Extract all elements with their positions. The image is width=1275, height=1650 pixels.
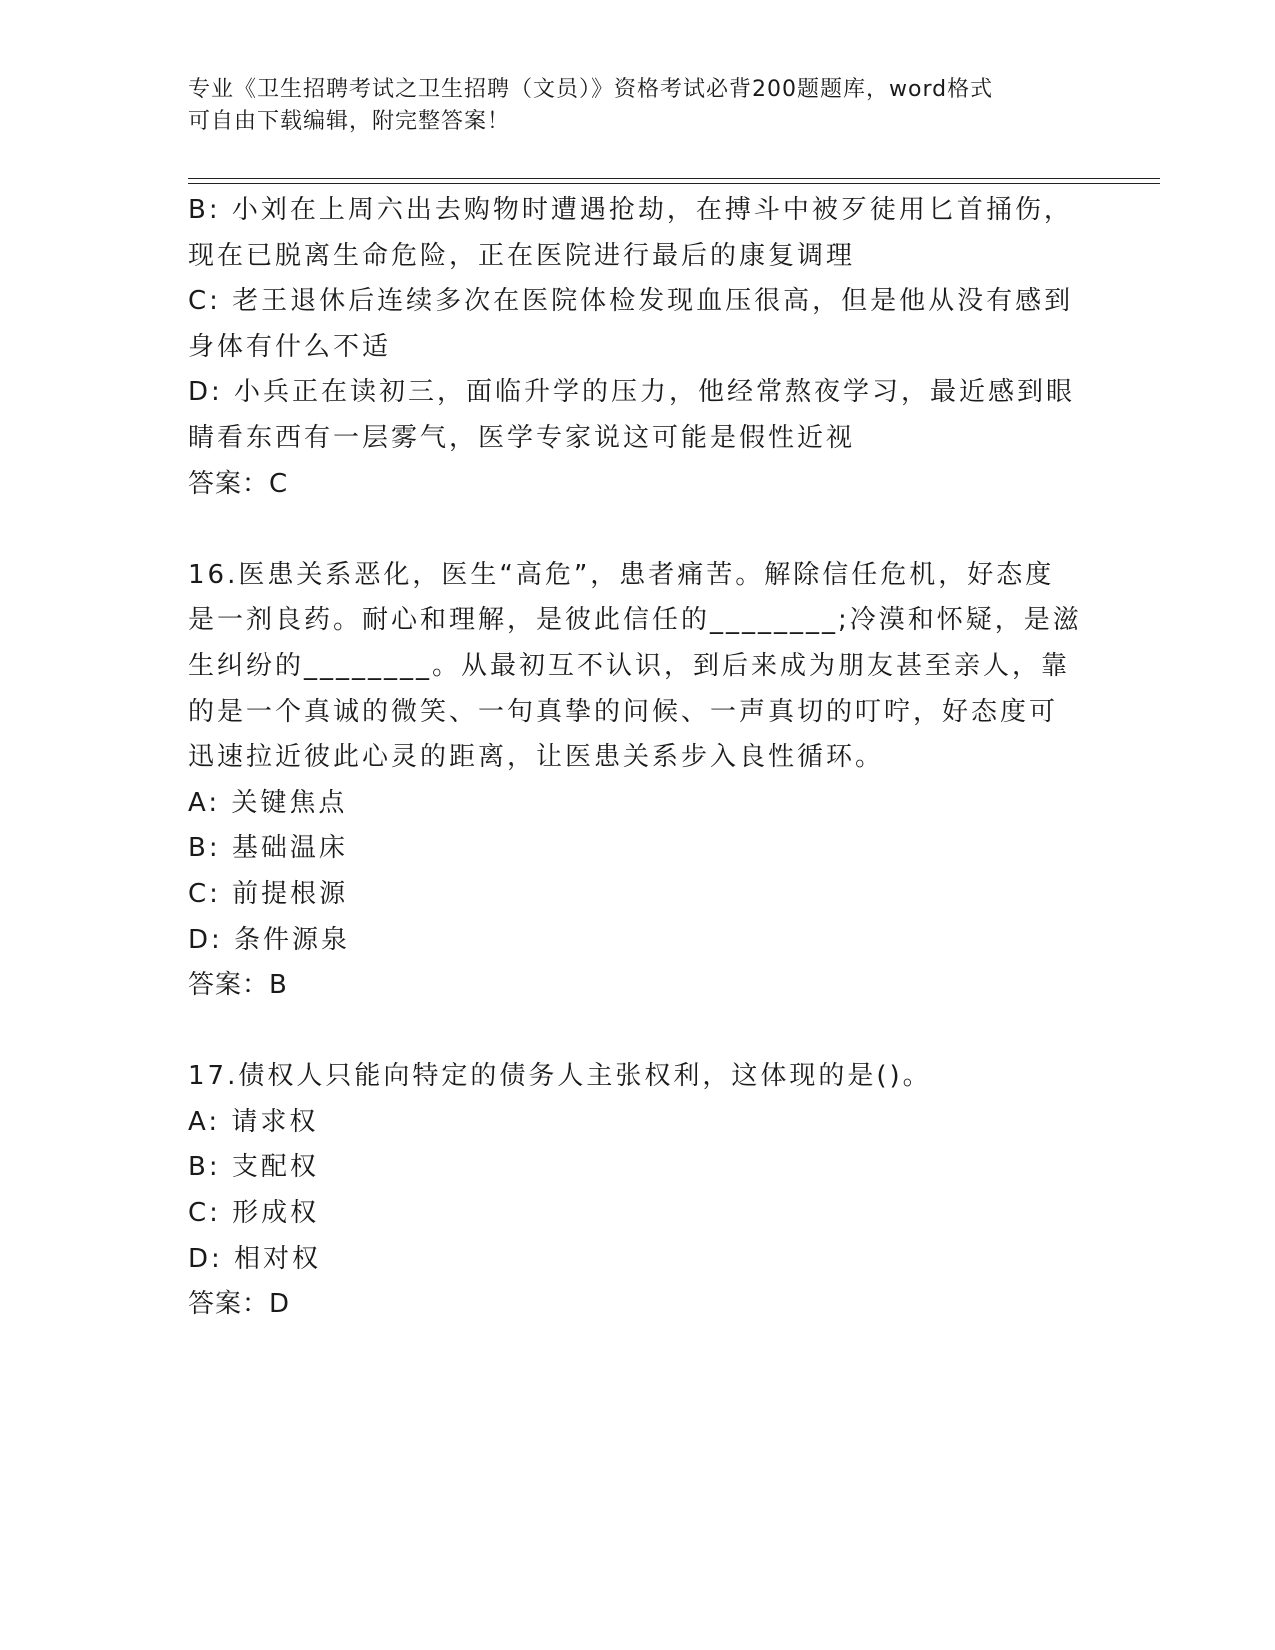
q16-option-c: C: 前提根源: [188, 878, 349, 909]
header-title-line-1: 专业《卫生招聘考试之卫生招聘（文员）》资格考试必背200题题库，word格式: [188, 77, 994, 102]
q16-option-d: D: 条件源泉: [188, 924, 351, 955]
question-list: [188, 188, 1088, 1328]
document-header: [188, 74, 1068, 138]
q16-option-b: B: 基础温床: [188, 833, 348, 864]
spacer: [188, 507, 1088, 553]
q15-option-b-line-2: 现在已脱离生命危险，正在医院进行最后的康复调理: [188, 240, 856, 271]
q17-option-a: A: 请求权: [188, 1106, 319, 1137]
q15-option-c-line-1: C: 老王退休后连续多次在医院体检发现血压很高，但是他从没有感到: [188, 286, 1074, 317]
q16-stem-line-4: 的是一个真诚的微笑、一句真挚的问候、一声真切的叮咛，好态度可: [188, 696, 1059, 727]
question-15: [188, 188, 1088, 507]
q15-option-b-line-1: B: 小刘在上周六出去购物时遭遇抢劫，在搏斗中被歹徒用匕首捅伤，: [188, 195, 1073, 225]
q16-stem-line-2: 是一剂良药。耐心和理解，是彼此信任的________;冷漠和怀疑，是滋: [188, 605, 1082, 636]
q17-option-b: B: 支配权: [188, 1152, 319, 1183]
q15-option-d-line-1: D: 小兵正在读初三，面临升学的压力，他经常熬夜学习，最近感到眼: [188, 377, 1076, 408]
q15-option-d-line-2: 睛看东西有一层雾气，医学专家说这可能是假性近视: [188, 422, 856, 453]
q17-answer: 答案：D: [188, 1289, 291, 1320]
question-17: [188, 1054, 1088, 1328]
q16-option-a: A: 关键焦点: [188, 787, 348, 818]
q17-option-d: D: 相对权: [188, 1243, 322, 1274]
header-title-line-2: 可自由下载编辑，附完整答案！: [188, 109, 511, 134]
q16-answer: 答案：B: [188, 970, 288, 1001]
q17-stem-line-1: 17.债权人只能向特定的债务人主张权利，这体现的是()。: [188, 1061, 932, 1092]
q16-stem-line-1: 16.医患关系恶化，医生“高危”，患者痛苦。解除信任危机，好态度: [188, 559, 1055, 590]
q15-option-c-line-2: 身体有什么不适: [188, 331, 392, 362]
q16-stem-line-5: 迅速拉近彼此心灵的距离，让医患关系步入良性循环。: [188, 742, 885, 773]
q17-option-c: C: 形成权: [188, 1198, 320, 1229]
spacer: [188, 1009, 1088, 1055]
header-double-rule: [188, 178, 1160, 184]
q16-stem-line-3: 生纠纷的________。从最初互不认识，到后来成为朋友甚至亲人，靠: [188, 650, 1071, 681]
question-16: [188, 553, 1088, 1009]
q15-answer: 答案：C: [188, 468, 289, 499]
